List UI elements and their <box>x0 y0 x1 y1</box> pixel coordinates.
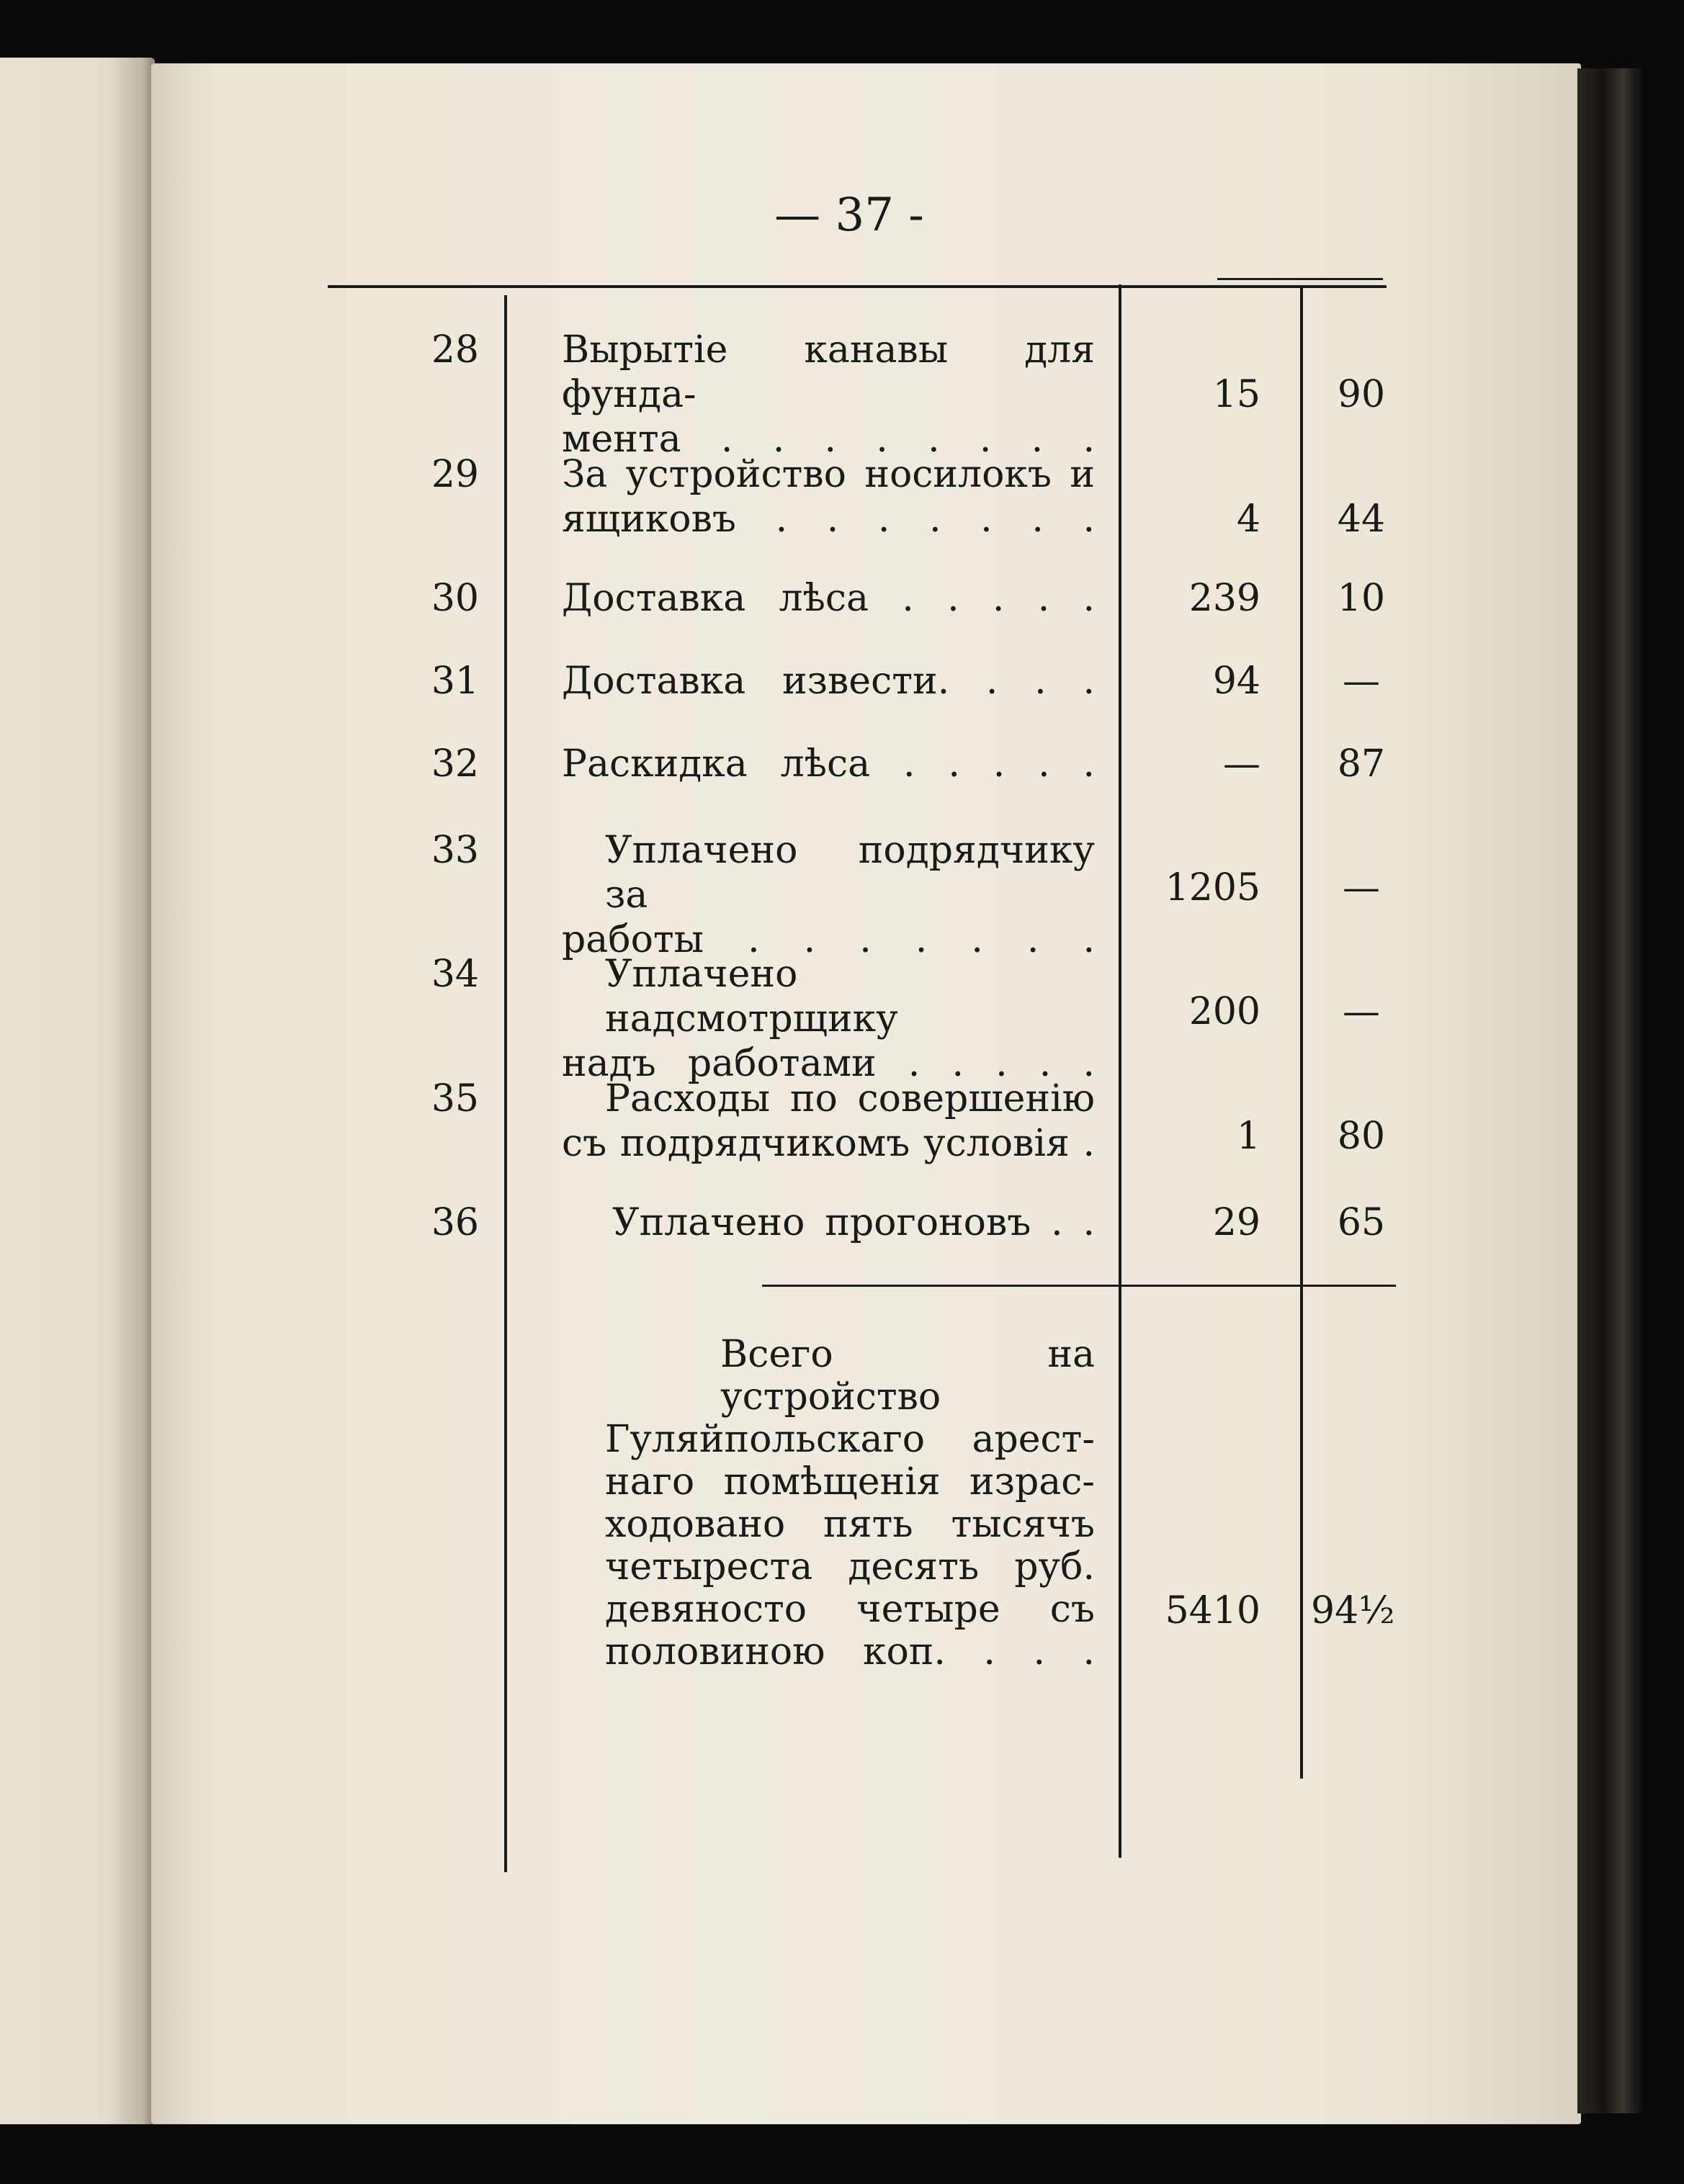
row-description-line: Уплачено прогоновъ . . <box>612 1201 1095 1244</box>
total-description-line: наго помѣщенія израс- <box>605 1460 1095 1504</box>
column-rule-3 <box>1300 288 1303 1779</box>
table-top-rule <box>328 285 1387 288</box>
row-kopecks: 80 <box>1337 1115 1386 1158</box>
total-description-line: четыреста десять руб. <box>605 1545 1095 1588</box>
row-description-line: мента . . . . . . . . <box>562 418 1095 461</box>
row-rubles: 1 <box>1236 1115 1260 1158</box>
row-number: 28 <box>431 328 479 372</box>
page-number: — 37 - <box>774 189 924 242</box>
table-top-rule-short <box>1217 278 1383 280</box>
row-kopecks: — <box>1343 866 1380 909</box>
row-kopecks: 90 <box>1337 373 1386 416</box>
column-rule-2 <box>1119 284 1121 1858</box>
row-description-line: ящиковъ . . . . . . . <box>562 498 1095 541</box>
total-description-line: ходовано пять тысячъ <box>605 1503 1095 1546</box>
row-number: 35 <box>431 1077 479 1120</box>
row-kopecks: 87 <box>1337 742 1386 786</box>
row-number: 36 <box>431 1201 479 1244</box>
row-description-line: Вырытіе канавы для фунда- <box>562 328 1095 416</box>
total-description-line: половиною коп. . . . <box>605 1630 1095 1673</box>
row-rubles: 4 <box>1236 498 1260 541</box>
row-description-line: Расходы по совершенію <box>605 1077 1095 1120</box>
row-kopecks: — <box>1343 990 1380 1033</box>
subtotal-rule <box>762 1285 1396 1287</box>
row-description-line: работы . . . . . . . <box>562 918 1095 961</box>
total-description-line: девяносто четыре съ <box>605 1588 1095 1631</box>
row-rubles: 29 <box>1212 1201 1260 1244</box>
row-number: 30 <box>431 577 479 620</box>
row-description-line: Доставка извести. . . . <box>562 660 1095 703</box>
row-rubles: 239 <box>1188 577 1260 620</box>
row-kopecks: 10 <box>1337 577 1386 620</box>
left-page-edge <box>0 58 155 2124</box>
row-rubles: 94 <box>1212 660 1260 703</box>
row-number: 32 <box>431 742 479 786</box>
row-rubles: — <box>1223 742 1260 786</box>
row-description-line: Уплачено подрядчику за <box>605 829 1095 917</box>
row-rubles: 200 <box>1188 990 1260 1033</box>
total-kopecks: 94½ <box>1311 1589 1395 1632</box>
row-description-line: Уплачено надсмотрщику <box>605 953 898 1041</box>
total-description-line: Гуляйпольскаго арест- <box>605 1418 1095 1461</box>
row-kopecks: 65 <box>1337 1201 1386 1244</box>
row-number: 29 <box>431 453 479 496</box>
row-description-line: Доставка лѣса . . . . . <box>562 577 1095 620</box>
row-number: 34 <box>431 953 479 996</box>
row-kopecks: — <box>1343 660 1380 703</box>
column-rule-1 <box>504 295 507 1872</box>
row-rubles: 1205 <box>1165 866 1260 909</box>
row-description-line: надъ работами . . . . . <box>562 1042 1095 1085</box>
row-description-line: съ подрядчикомъ условія . <box>562 1122 1095 1165</box>
row-number: 31 <box>431 660 479 703</box>
row-number: 33 <box>431 829 479 872</box>
row-kopecks: 44 <box>1337 498 1386 541</box>
row-description-line: За устройство носилокъ и <box>562 453 1095 496</box>
total-description-line: Всего на устройство <box>720 1333 1095 1419</box>
book-spine-edge <box>1577 68 1642 2113</box>
row-description-line: Раскидка лѣса . . . . . <box>562 742 1095 786</box>
total-rubles: 5410 <box>1165 1589 1260 1632</box>
row-rubles: 15 <box>1212 373 1260 416</box>
